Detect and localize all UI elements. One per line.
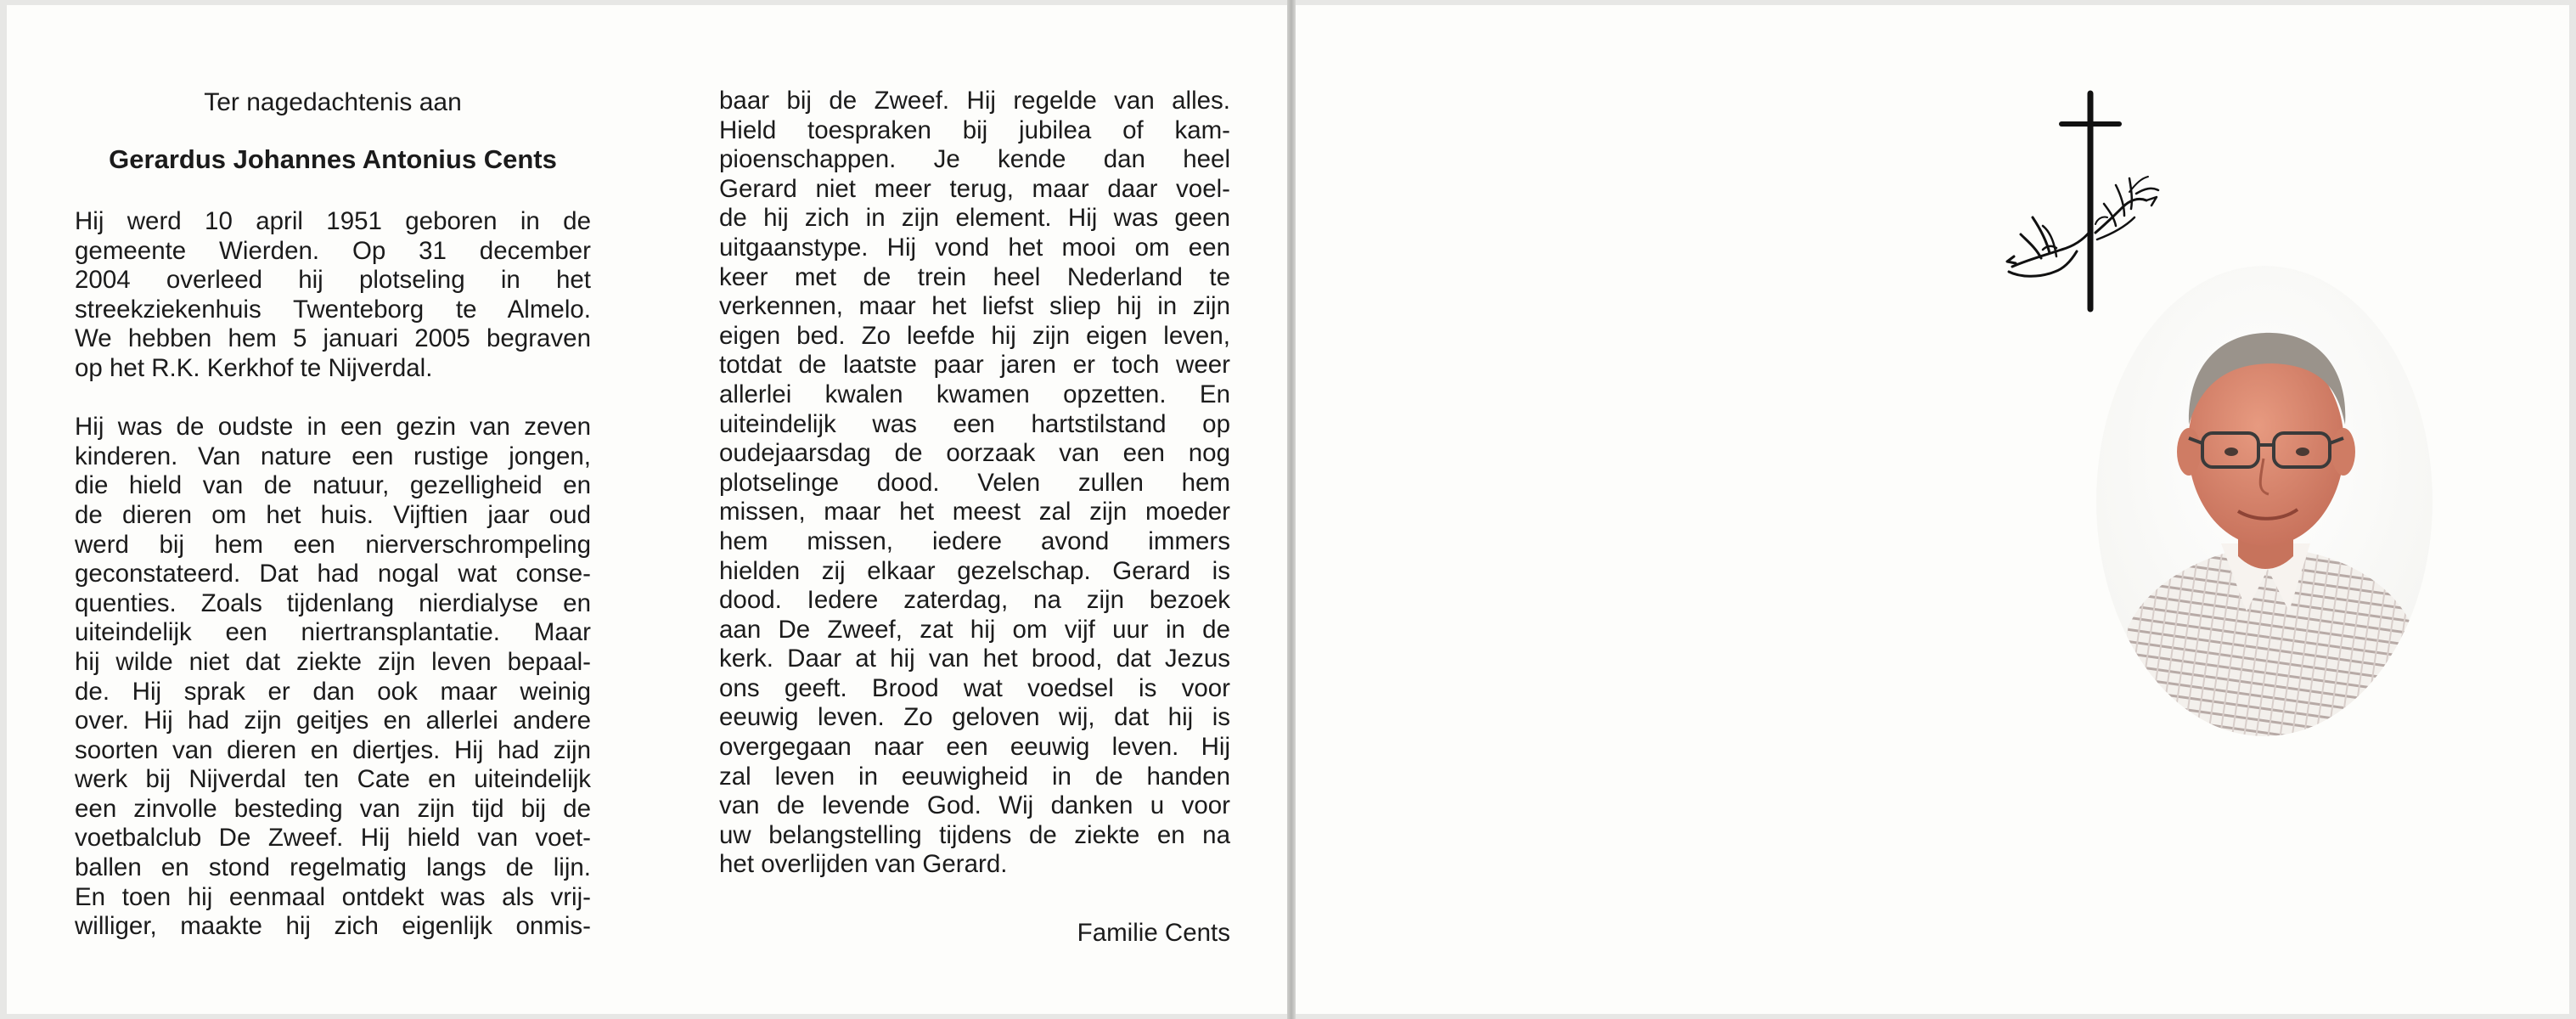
text-line: geconstateerd. Dat had nogal wat conse- <box>75 560 591 588</box>
text-line: hielden zij elkaar gezelschap. Gerard is <box>719 556 1230 585</box>
text-line: dood. Iedere zaterdag, na zijn bezoek <box>719 586 1230 615</box>
text-line: hem missen, iedere avond immers <box>719 526 1230 555</box>
text-line: ons geeft. Brood wat voedsel is voor <box>719 673 1230 702</box>
text-line: van de levende God. Wij danken u voor <box>719 791 1230 820</box>
text-line: 2004 overleed hij plotseling in het <box>75 266 591 295</box>
text-line: die hield van de natuur, gezelligheid en <box>75 471 591 500</box>
text-line: baar bij de Zweef. Hij regelde van alles. <box>719 87 1230 115</box>
text-line: aan De Zweef, zat hij om vijf uur in de <box>719 615 1230 644</box>
text-line: zal leven in eeuwigheid in de handen <box>719 762 1230 791</box>
text-line: pioenschappen. Je kende dan heel <box>719 145 1230 174</box>
text-line: quenties. Zoals tijdenlang nierdialyse en <box>75 588 591 617</box>
text-line: We hebben hem 5 januari 2005 begraven <box>75 324 591 353</box>
text-line: plotselinge dood. Velen zullen hem <box>719 468 1230 497</box>
text-line: eigen bed. Zo leefde hij zijn eigen leven, <box>719 321 1230 350</box>
portrait-photo <box>2094 263 2435 739</box>
left-page <box>7 5 1287 1014</box>
memorial-heading: Ter nagedachtenis aan <box>204 88 462 116</box>
text-line: Hij was de oudste in een gezin van zeven <box>75 413 591 442</box>
text-line: verkennen, maar het liefst sliep hij in zijn <box>719 292 1230 321</box>
text-line: uiteindelijk was een hartstilstand op <box>719 409 1230 438</box>
text-line: een zinvolle besteding van zijn tijd bij de <box>75 794 591 823</box>
text-line: uw belangstelling tijdens de ziekte en na <box>719 820 1230 849</box>
text-line: missen, maar het meest zal zijn moeder <box>719 498 1230 526</box>
text-line: eeuwig leven. Zo geloven wij, dat hij is <box>719 703 1230 732</box>
text-line: de dieren om het huis. Vijftien jaar oud <box>75 500 591 529</box>
text-line: kerk. Daar at hij van het brood, dat Jezus <box>719 645 1230 673</box>
text-line: de. Hij sprak er dan ook maar weinig <box>75 677 591 706</box>
family-signature: Familie Cents <box>1077 919 1230 947</box>
text-line: de hij zich in zijn element. Hij was geen <box>719 204 1230 233</box>
text-line: het overlijden van Gerard. <box>719 850 1008 879</box>
biography-left-column <box>75 207 591 942</box>
text-line: overgegaan naar een eeuwig leven. Hij <box>719 733 1230 762</box>
deceased-name: Gerardus Johannes Antonius Cents <box>109 144 557 174</box>
text-line: uitgaanstype. Hij vond het mooi om een <box>719 233 1230 262</box>
text-line: totdat de laatste paar jaren er toch weer <box>719 351 1230 380</box>
text-line: uiteindelijk een niertransplantatie. Maar <box>75 618 591 647</box>
biography-right-column <box>719 87 1230 880</box>
text-line: williger, maakte hij zich eigenlijk onmis- <box>75 912 591 941</box>
text-line: op het R.K. Kerkhof te Nijverdal. <box>75 353 433 382</box>
text-line: Gerard niet meer terug, maar daar voel- <box>719 174 1230 203</box>
text-line: Hield toespraken bij jubilea of kam- <box>719 115 1230 144</box>
text-line: ballen en stond regelmatig langs de lijn. <box>75 853 591 882</box>
text-line: over. Hij had zijn geitjes en allerlei andere <box>75 707 591 735</box>
text-line: Hij werd 10 april 1951 geboren in de <box>75 207 591 235</box>
text-line: kinderen. Van nature een rustige jongen, <box>75 442 591 470</box>
text-line: oudejaarsdag de oorzaak van een nog <box>719 439 1230 468</box>
text-line: streekziekenhuis Twenteborg te Almelo. <box>75 295 591 324</box>
text-line: werd bij hem een nierverschrompeling <box>75 530 591 559</box>
text-line: soorten van dieren en diertjes. Hij had zijn <box>75 735 591 764</box>
text-line: gemeente Wierden. Op 31 december <box>75 236 591 265</box>
biography-paragraph <box>75 413 591 942</box>
text-line: werk bij Nijverdal ten Cate en uiteindelijk <box>75 765 591 794</box>
text-line: keer met de trein heel Nederland te <box>719 262 1230 291</box>
card-fold <box>1287 0 1296 1019</box>
text-line: allerlei kwalen kwamen opzetten. En <box>719 380 1230 408</box>
text-line: voetbalclub De Zweef. Hij hield van voet- <box>75 824 591 853</box>
text-line: En toen hij eenmaal ontdekt was als vrij- <box>75 882 591 911</box>
biography-paragraph <box>75 207 591 384</box>
biography-paragraph <box>719 87 1230 880</box>
text-line: hij wilde niet dat ziekte zijn leven bepaal- <box>75 647 591 676</box>
